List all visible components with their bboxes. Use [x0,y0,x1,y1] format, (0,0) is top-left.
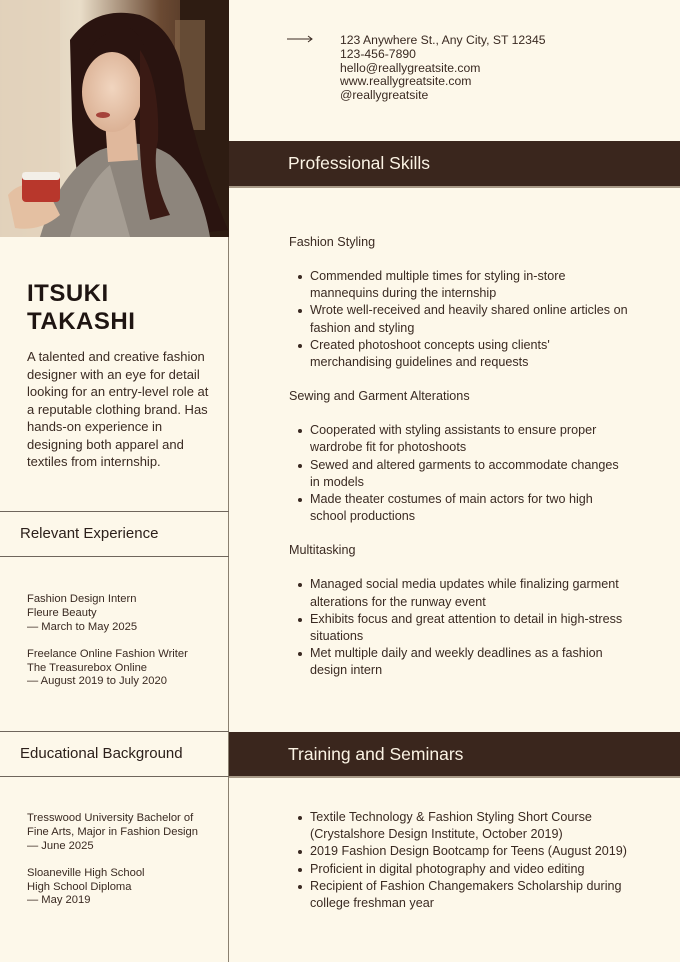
skill-bullet [289,302,649,336]
education-dates: — May 2019 [27,894,91,907]
bullet-line: situations [310,629,364,644]
experience-title: Fashion Design Intern [27,593,137,605]
bullet-line: Exhibits focus and great attention to detail in high-stress [310,611,623,626]
skills-band [229,141,680,188]
skill-bullet [289,337,649,371]
experience-title: Freelance Online Fashion Writer [27,647,188,660]
skill-bullet [289,576,649,610]
bullet-line: alterations for the runway event [310,594,486,609]
training-heading: Training and Seminars [288,744,464,764]
contact-phone: 123-456-7890 [340,46,416,61]
skill-bullet [289,491,649,525]
bullet-line: Created photoshoot concepts using clients' [310,337,550,352]
last-name: TAKASHI [27,308,136,335]
bullet-line: Sewed and altered garments to accommodate changes [310,457,619,472]
skill-category-title: Fashion Styling [289,235,376,249]
experience-org: The Treasurebox Online [27,661,148,674]
bullet-line: design intern [310,663,383,678]
skill-bullet [289,457,649,491]
training-bullet [289,809,649,843]
bullet-line: Recipient of Fashion Changemakers Scholarship during [310,878,622,893]
experience-dates: — August 2019 to July 2020 [27,675,167,688]
bullet-line: (Crystalshore Design Institute, October 2019) [310,827,563,842]
skills-section [289,234,649,697]
education-heading: Educational Background [0,731,229,777]
bullet-line: school productions [310,509,416,524]
skill-category [289,542,649,679]
experience-list [27,593,217,703]
bullet-line: Proficient in digital photography and video editing [310,861,585,876]
education-line: Tresswood University Bachelor of [27,812,194,824]
skill-bullet [289,645,649,679]
bullet-line: in models [310,474,364,489]
candidate-name [27,280,135,336]
bullet-line: mannequins during the internship [310,286,497,301]
education-line: High School Diploma [27,880,132,893]
skill-bullet [289,422,649,456]
bullet-line: Met multiple daily and weekly deadlines as a fashion [310,646,603,661]
training-bullets [289,809,649,912]
bullet-line: wardrobe fit for photoshoots [310,440,467,455]
bullet-line: Cooperated with styling assistants to ensure proper [310,423,597,438]
training-bullet [289,878,649,912]
skill-category-title: Sewing and Garment Alterations [289,389,470,404]
skill-bullets [289,422,649,525]
bullet-line: merchandising guidelines and requests [310,355,529,370]
education-dates: — June 2025 [27,839,94,852]
profile-summary: A talented and creative fashion designer with an eye for detail looking for an entry-level role at a reputable clothing brand. Has hands-on experience in designing both apparel and textiles from internship. [27,349,209,469]
first-name: ITSUKI [27,280,109,307]
training-bullet [289,861,649,878]
arrow-right-icon [287,33,315,45]
skill-bullets [289,268,649,371]
training-section [289,809,649,929]
bullet-line: Wrote well-received and heavily shared online articles on [310,303,628,318]
bullet-line: Made theater costumes of main actors for two high [310,492,593,507]
education-line: Fine Arts, Major in Fashion Design [27,825,198,838]
skill-category-title: Multitasking [289,543,356,558]
contact-handle: @reallygreatsite [340,88,429,103]
experience-org: Fleure Beauty [27,606,97,619]
education-item [27,812,217,853]
left-column [0,0,229,962]
education-item [27,867,217,908]
contact-info [340,34,546,103]
experience-item [27,648,217,689]
bullet-line: Commended multiple times for styling in-store [310,269,566,283]
skill-category [289,234,649,371]
training-band [229,732,680,778]
bullet-line: Managed social media updates while finalizing garment [310,577,619,592]
skill-bullet [289,611,649,645]
contact-email[interactable]: hello@reallygreatsite.com [340,60,481,75]
training-bullet [289,843,649,860]
education-list [27,812,217,922]
profile-photo [0,0,229,237]
experience-item [27,593,217,634]
skill-bullet [289,268,649,302]
bullet-line: fashion and styling [310,320,415,335]
bullet-line: Textile Technology & Fashion Styling Short Course [310,810,592,824]
bullet-line: college freshman year [310,896,434,911]
skills-heading: Professional Skills [288,153,430,173]
skill-category [289,388,649,525]
skill-bullets [289,576,649,679]
contact-address: 123 Anywhere St., Any City, ST 12345 [340,33,546,47]
experience-dates: — March to May 2025 [27,620,138,633]
bullet-line: 2019 Fashion Design Bootcamp for Teens (August 2019) [310,844,627,859]
education-line: Sloaneville High School [27,866,145,879]
contact-website[interactable]: www.reallygreatsite.com [340,74,472,89]
experience-heading: Relevant Experience [0,511,229,557]
